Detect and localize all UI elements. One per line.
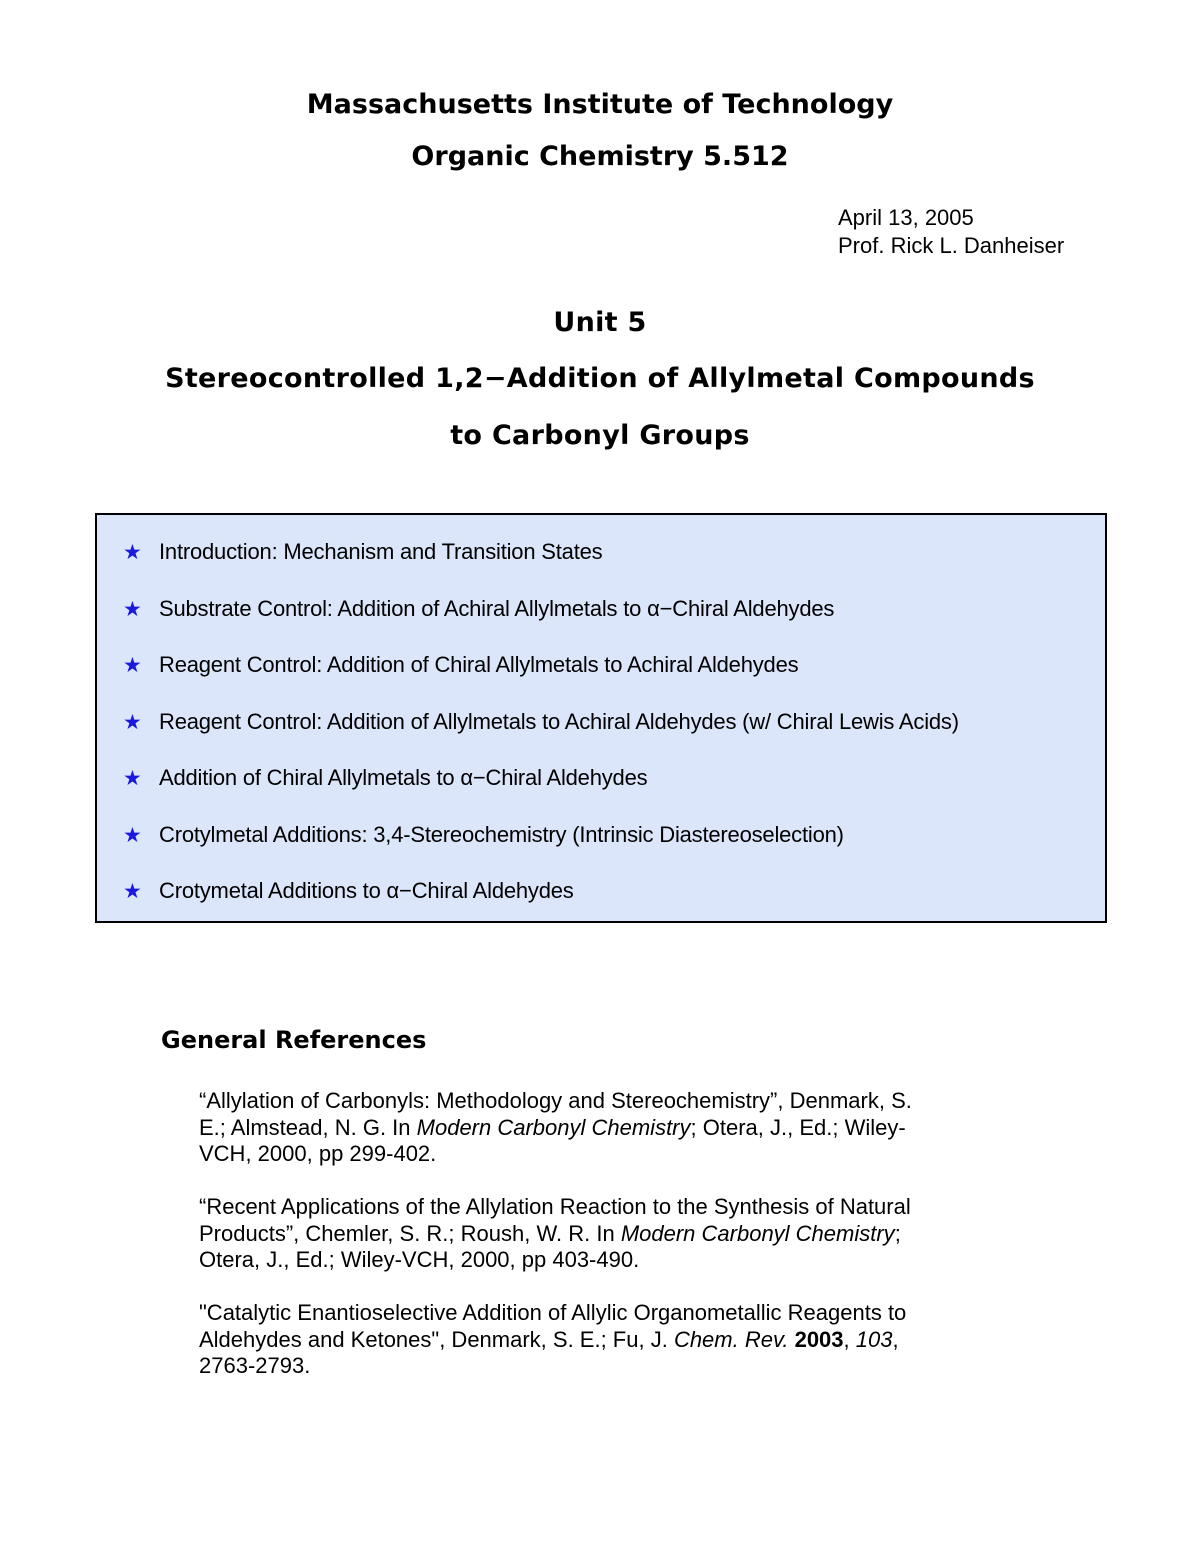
reference-text: Aldehydes and Ketones", Denmark, S. E.; Fu, J.	[199, 1326, 674, 1352]
star-icon: ★	[123, 597, 142, 621]
star-icon: ★	[123, 879, 142, 903]
unit-label: Unit 5	[553, 307, 647, 338]
journal-title: Chem. Rev.	[673, 1326, 789, 1352]
topic-item	[123, 820, 844, 850]
reference-text: ,	[892, 1326, 899, 1352]
topic-text: Substrate Control: Addition of Achiral Allylmetals to α−Chiral Aldehydes	[159, 596, 835, 621]
reference-line: "Catalytic Enantioselective Addition of Allylic Organometallic Reagents to	[199, 1300, 907, 1325]
lecture-date: April 13, 2005	[838, 205, 974, 230]
topic-item	[123, 763, 647, 793]
topic-text: Introduction: Mechanism and Transition States	[159, 539, 603, 564]
star-icon: ★	[123, 766, 142, 790]
reference-item	[199, 1300, 1009, 1380]
star-icon: ★	[123, 540, 142, 564]
reference-text: E.; Almstead, N. G. In	[199, 1114, 417, 1140]
reference-line: VCH, 2000, pp 299-402.	[199, 1141, 437, 1166]
topics-box	[95, 513, 1107, 923]
reference-item	[199, 1194, 1009, 1274]
unit-title-line-1: Stereocontrolled 1,2−Addition of Allylmetal Compounds	[165, 363, 1035, 394]
institution-name: Massachusetts Institute of Technology	[306, 89, 894, 120]
reference-line: “Allylation of Carbonyls: Methodology and Stereochemistry”, Denmark, S.	[199, 1088, 912, 1113]
reference-text: Products”, Chemler, S. R.; Roush, W. R. In	[199, 1220, 621, 1246]
topic-text: Reagent Control: Addition of Chiral Allylmetals to Achiral Aldehydes	[159, 652, 799, 677]
topic-item	[123, 594, 834, 624]
topic-item	[123, 876, 574, 906]
reference-line: “Recent Applications of the Allylation Reaction to the Synthesis of Natural	[199, 1194, 911, 1219]
professor-name: Prof. Rick L. Danheiser	[838, 233, 1065, 258]
reference-line: 2763-2793.	[199, 1353, 311, 1378]
reference-text: ; Otera, J., Ed.; Wiley-	[690, 1114, 906, 1140]
reference-line	[199, 1221, 1009, 1248]
journal-volume: 103	[855, 1326, 893, 1352]
reference-text: ;	[894, 1220, 901, 1246]
reference-line: Otera, J., Ed.; Wiley-VCH, 2000, pp 403-490.	[199, 1247, 640, 1272]
reference-line	[199, 1327, 1009, 1354]
topic-text: Crotymetal Additions to α−Chiral Aldehydes	[159, 878, 574, 903]
reference-text: ,	[843, 1326, 856, 1352]
star-icon: ★	[123, 653, 142, 677]
topic-item	[123, 537, 602, 567]
topic-text: Addition of Chiral Allylmetals to α−Chiral Aldehydes	[159, 765, 648, 790]
reference-item	[199, 1088, 1009, 1168]
topic-text: Crotylmetal Additions: 3,4-Stereochemistry (Intrinsic Diastereoselection)	[159, 822, 844, 847]
reference-line	[199, 1115, 1009, 1142]
references-heading: General References	[161, 1026, 427, 1054]
topic-item	[123, 650, 798, 680]
book-title: Modern Carbonyl Chemistry	[416, 1114, 691, 1140]
journal-year: 2003	[794, 1326, 844, 1352]
star-icon: ★	[123, 823, 142, 847]
topic-text: Reagent Control: Addition of Allylmetals to Achiral Aldehydes (w/ Chiral Lewis Acids)	[159, 709, 959, 734]
course-title: Organic Chemistry 5.512	[411, 141, 789, 172]
unit-title-line-2: to Carbonyl Groups	[450, 420, 750, 451]
topic-item	[123, 707, 959, 737]
book-title: Modern Carbonyl Chemistry	[620, 1220, 895, 1246]
star-icon: ★	[123, 710, 142, 734]
